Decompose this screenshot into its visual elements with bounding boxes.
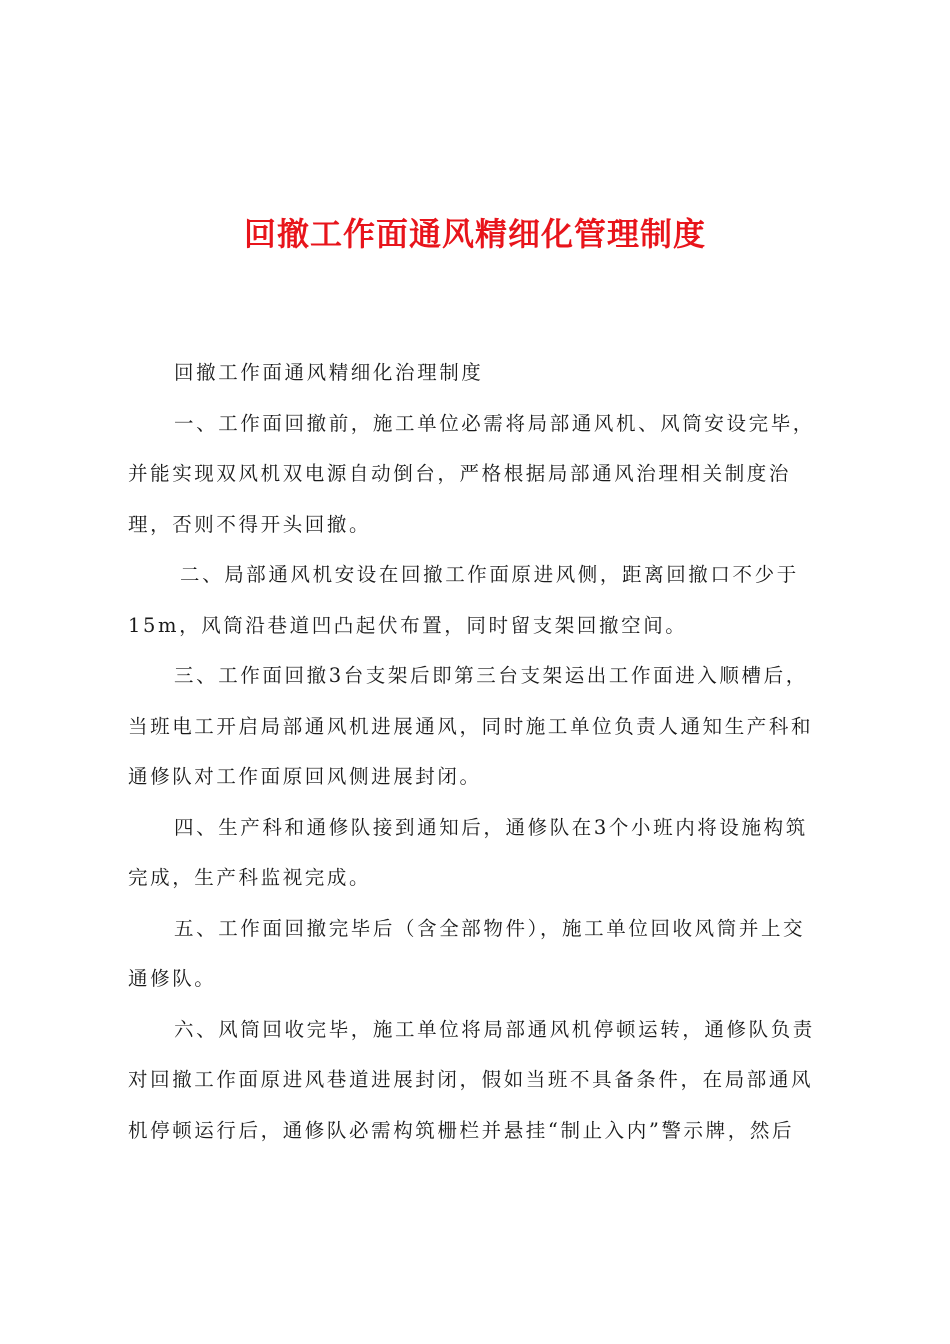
paragraph-5 (128, 904, 831, 1005)
text-line: 一、工作面回撤前，施工单位必需将局部通风机、风筒安设完毕， (174, 411, 815, 435)
text-line: 机停顿运行后，通修队必需构筑栅栏并悬挂“制止入内”警示牌，然后 (128, 1118, 795, 1142)
text-line: 二、局部通风机安设在回撤工作面原进风侧，距离回撤口不少于 (180, 563, 799, 586)
paragraph-subtitle (128, 348, 831, 399)
text-line: 对回撤工作面原进风巷道进展封闭，假如当班不具备条件，在局部通风 (128, 1068, 814, 1091)
text-line: 通修队对工作面原回风侧进展封闭。 (128, 765, 482, 788)
paragraph-2 (128, 550, 831, 651)
text-line: 回撤工作面通风精细化治理制度 (174, 361, 484, 384)
text-line: 并能实现双风机双电源自动倒台，严格根据局部通风治理相关制度治 (128, 462, 792, 485)
text-line: 五、工作面回撤完毕后（含全部物件），施工单位回收风筒并上交 (174, 916, 806, 940)
paragraph-6 (128, 1005, 831, 1157)
text-line: 六、风筒回收完毕，施工单位将局部通风机停顿运转，通修队负责 (174, 1017, 815, 1041)
text-line: 15m，风筒沿巷道凹凸起伏布置，同时留支架回撤空间。 (128, 613, 688, 637)
paragraph-3 (128, 651, 831, 803)
text-line: 当班电工开启局部通风机进展通风，同时施工单位负责人通知生产科和 (128, 714, 814, 738)
text-line: 理，否则不得开头回撤。 (128, 512, 372, 536)
text-line: 四、生产科和通修队接到通知后，通修队在3个小班内将设施构筑 (174, 815, 808, 839)
text-line: 三、工作面回撤3台支架后即第三台支架运出工作面进入顺槽后， (174, 664, 808, 687)
paragraph-1 (128, 399, 831, 551)
document-title: 回撤工作面通风精细化管理制度 (243, 215, 706, 253)
text-line: 通修队。 (128, 967, 217, 990)
paragraph-4 (128, 803, 831, 904)
text-line: 完成，生产科监视完成。 (128, 866, 372, 889)
document-body (128, 348, 831, 1156)
